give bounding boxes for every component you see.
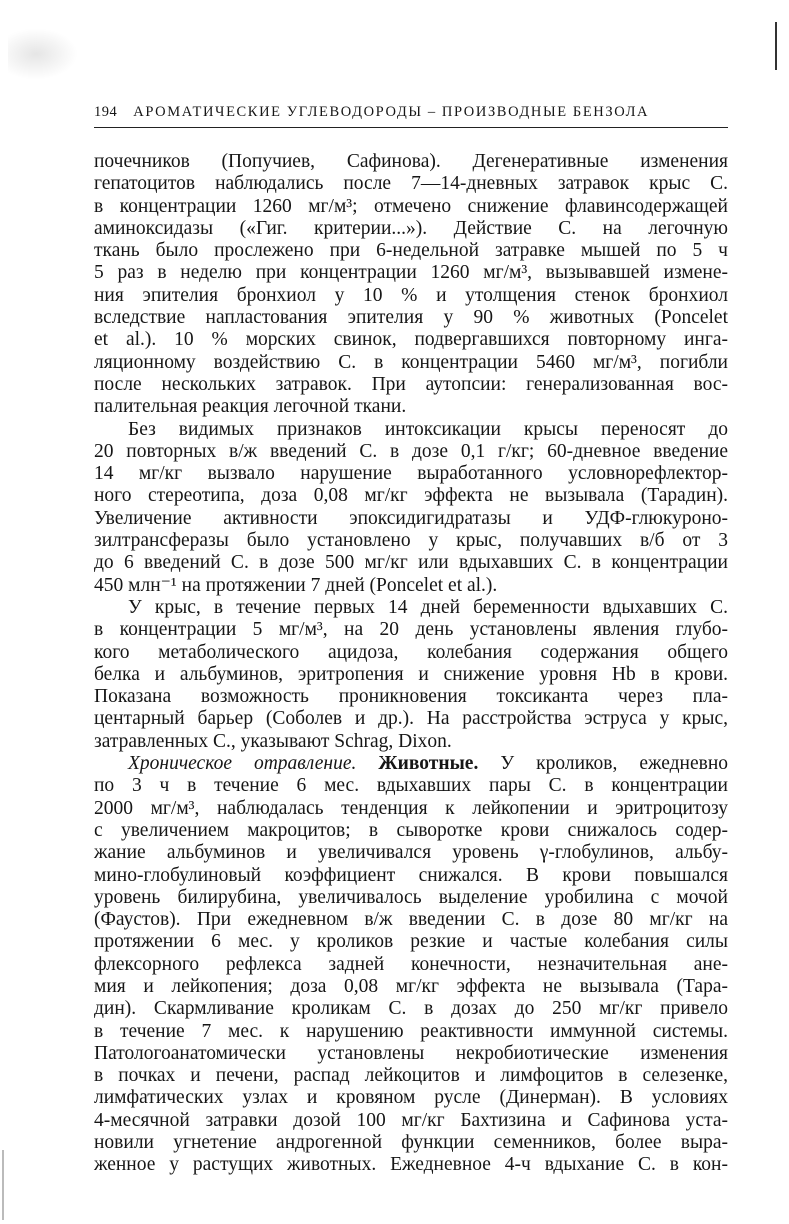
running-title: АРОМАТИЧЕСКИЕ УГЛЕВОДОРОДЫ – ПРОИЗВОДНЫЕ БЕНЗОЛА bbox=[133, 104, 650, 120]
text-line: в почках и печени, распад лейкоцитов и лимфоцитов в селезенке, bbox=[94, 1065, 728, 1087]
text-line: 4-месячной затравки дозой 100 мг/кг Бахтизина и Сафинова уста- bbox=[94, 1109, 728, 1131]
running-header bbox=[94, 104, 734, 128]
subsection-title: Хроническое отравление. bbox=[128, 753, 357, 775]
text-line: в течение 7 мес. к нарушению реактивности иммунной системы. bbox=[94, 1020, 728, 1042]
text-line: центарный барьер (Соболев и др.). На расстройства эструса у крыс, bbox=[94, 708, 728, 730]
header-rule bbox=[94, 127, 728, 128]
text-line: дин). Скармливание кроликам С. в дозах до 250 мг/кг привело bbox=[94, 998, 728, 1020]
text-line: женное у растущих животных. Ежедневное 4-ч вдыхание С. в кон- bbox=[94, 1154, 728, 1176]
text-line: аминоксидазы («Гиг. критерии...»). Действие С. на легочную bbox=[94, 217, 728, 239]
scan-smudge bbox=[8, 28, 78, 80]
text-line: (Фаустов). При ежедневном в/ж введении С. в дозе 80 мг/кг на bbox=[94, 909, 728, 931]
subsection-line bbox=[94, 753, 728, 775]
text-line: У крыс, в течение первых 14 дней беременности вдыхавших С. bbox=[128, 596, 728, 618]
text-line: после нескольких затравок. При аутопсии: генерализованная вос- bbox=[94, 373, 728, 395]
text-line: вследствие напластования эпителия у 90 % животных (Poncelet bbox=[94, 307, 728, 329]
text-line: ляционному воздействию С. в концентрации 5460 мг/м³, погибли bbox=[94, 351, 728, 373]
text-line: в концентрации 5 мг/м³, на 20 день установлены явления глубо- bbox=[94, 619, 728, 641]
page-number: 194 bbox=[94, 104, 118, 120]
text-line: почечников (Попучиев, Сафинова). Дегенеративные изменения bbox=[94, 151, 728, 172]
text-line: до 6 введений С. в дозе 500 мг/кг или вдыхавших С. в концентрации bbox=[94, 552, 728, 574]
text-line: зилтрансферазы было установлено у крыс, получавших в/б от 3 bbox=[94, 530, 728, 552]
text-line: Показана возможность проникновения токсиканта через пла- bbox=[94, 686, 728, 708]
text-line: мия и лейкопения; доза 0,08 мг/кг эффекта не вызывала (Тара- bbox=[94, 975, 728, 997]
text-line: белка и альбуминов, эритропения и снижение уровня Hb в крови. bbox=[94, 663, 728, 685]
text-line: Без видимых признаков интоксикации крысы переносят до bbox=[128, 418, 728, 440]
text-line: Патологоанатомически установлены некробиотические изменения bbox=[94, 1042, 728, 1064]
text-line: новили угнетение андрогенной функции семенников, более выра- bbox=[94, 1132, 728, 1154]
text-line: лимфатических узлах и кровяном русле (Динерман). В условиях bbox=[94, 1087, 728, 1109]
body-text bbox=[94, 151, 728, 1177]
text-line: протяжении 6 мес. у кроликов резкие и частые колебания силы bbox=[94, 931, 728, 953]
text-line: 14 мг/кг вызвало нарушение выработанного условнорефлектор- bbox=[94, 463, 728, 485]
text-line: ткань было прослежено при 6-недельной затравке мышей по 5 ч bbox=[94, 240, 728, 262]
text-line: ния эпителия бронхиол у 10 % и утолщения стенок бронхиол bbox=[94, 284, 728, 306]
text-line: затравленных С., указывают Schrag, Dixon. bbox=[94, 730, 452, 752]
text-line: 5 раз в неделю при концентрации 1260 мг/м³, вызывавшей измене- bbox=[94, 262, 728, 284]
text-line: ного стереотипа, доза 0,08 мг/кг эффекта не вызывала (Тарадин). bbox=[94, 485, 728, 507]
text-line: по 3 ч в течение 6 мес. вдыхавших пары С. в концентрации bbox=[94, 775, 728, 797]
text-line: в концентрации 1260 мг/м³; отмечено снижение флавинсодержащей bbox=[94, 195, 728, 217]
text-line: жание альбуминов и увеличивался уровень γ-глобулинов, альбу- bbox=[94, 842, 728, 864]
subsection-text: У кроликов, ежедневно bbox=[500, 753, 729, 775]
text-line: гепатоцитов наблюдались после 7—14-дневных затравок крыс С. bbox=[94, 173, 728, 195]
text-line: 450 млн⁻¹ на протяжении 7 дней (Poncelet et al.). bbox=[94, 574, 498, 596]
text-line: с увеличением макроцитов; в сыворотке крови снижалось содер- bbox=[94, 819, 728, 841]
subsection-label: Животные. bbox=[378, 753, 479, 775]
text-line: уровень билирубина, увеличивалось выделение уробилина с мочой bbox=[94, 886, 728, 908]
text-line: мино-глобулиновый коэффициент снижался. В крови повышался bbox=[94, 864, 728, 886]
text-line: 2000 мг/м³, наблюдалась тенденция к лейкопении и эритроцитозу bbox=[94, 797, 728, 819]
text-line: флексорного рефлекса задней конечности, незначительная ане- bbox=[94, 953, 728, 975]
text-line: кого метаболического ацидоза, колебания содержания общего bbox=[94, 641, 728, 663]
text-line: палительная реакция легочной ткани. bbox=[94, 396, 407, 418]
scan-edge-mark bbox=[775, 22, 777, 70]
text-line: et al.). 10 % морских свинок, подвергавшихся повторному инга- bbox=[94, 329, 728, 351]
scan-edge-mark bbox=[2, 1150, 4, 1220]
text-line: 20 повторных в/ж введений С. в дозе 0,1 г/кг; 60-дневное введение bbox=[94, 440, 728, 462]
text-line: Увеличение активности эпоксидигидратазы и УДФ-глюкуроно- bbox=[94, 507, 728, 529]
